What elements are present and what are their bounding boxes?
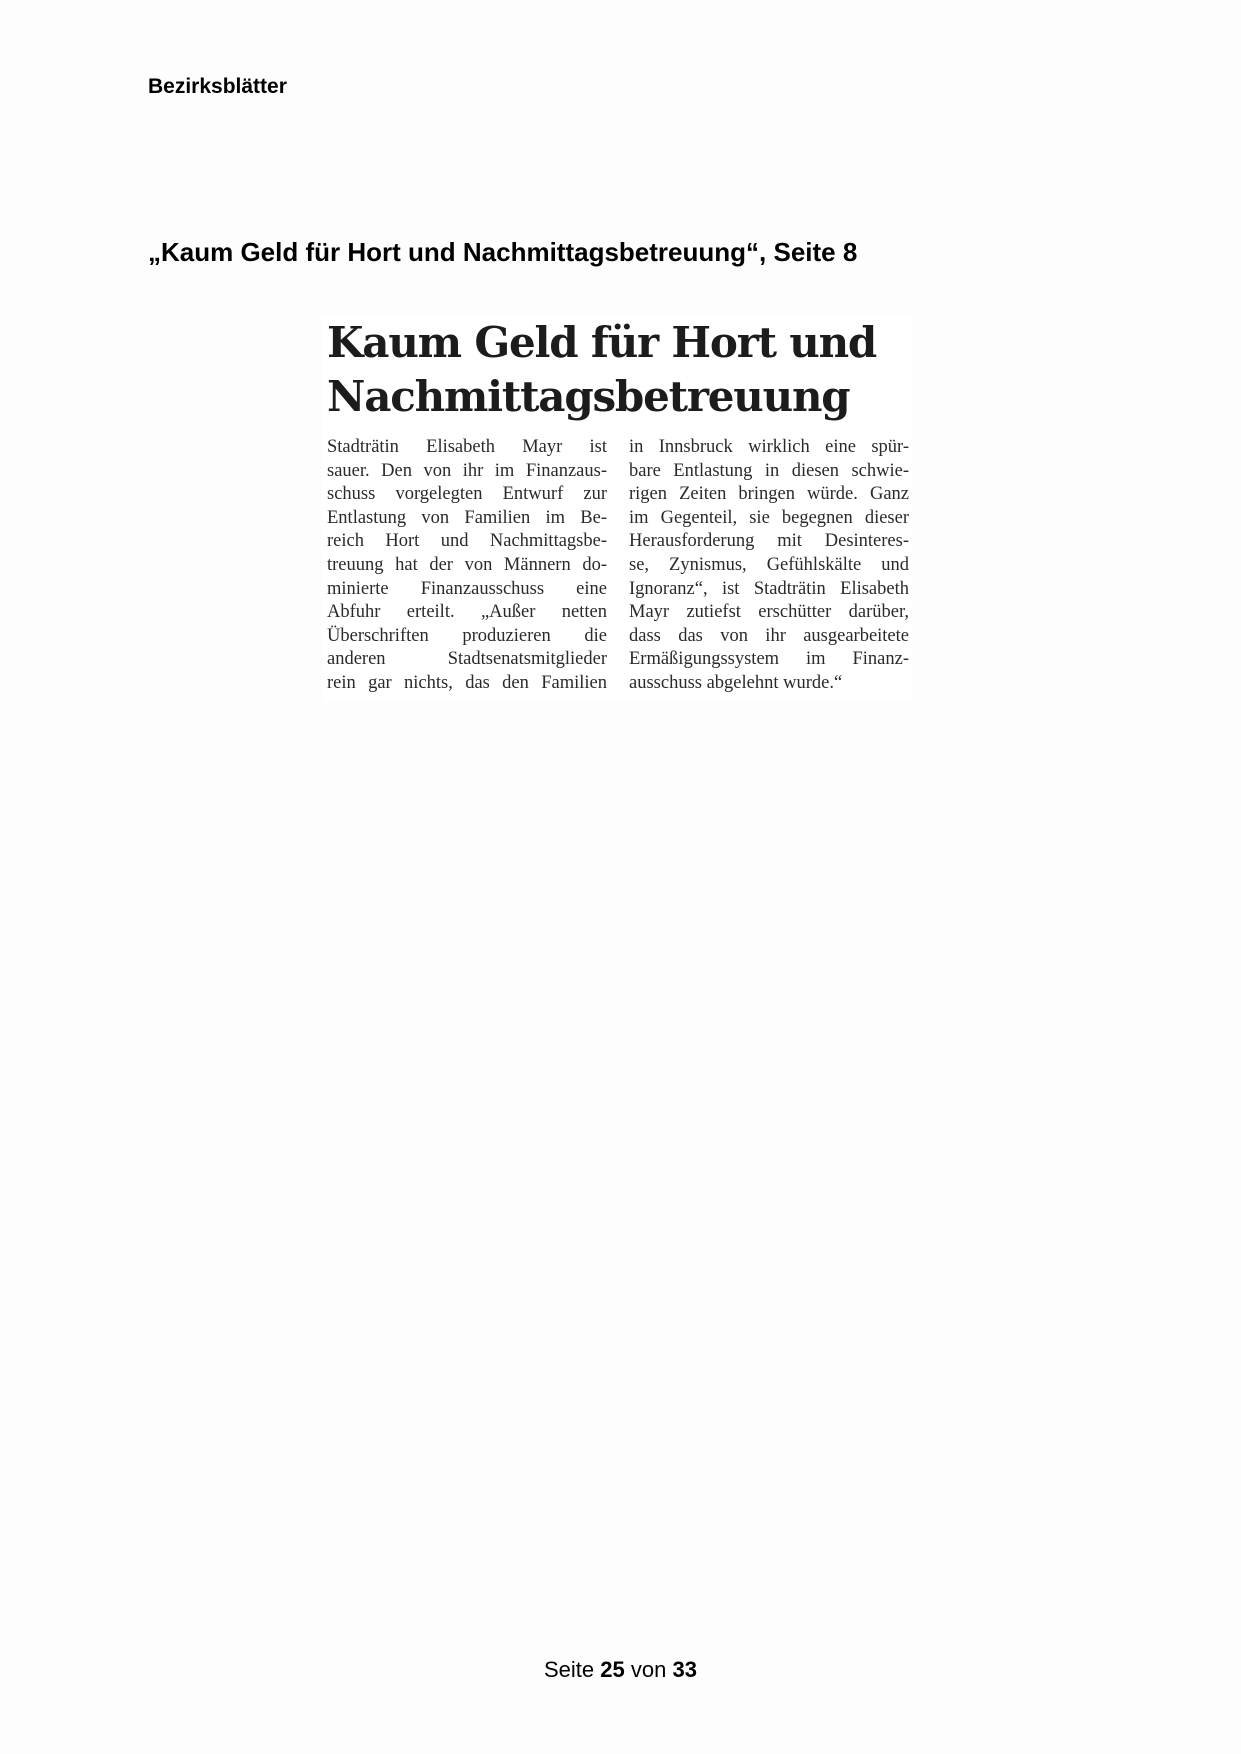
article-line: Überschriften produzieren die bbox=[327, 625, 607, 646]
article-line: Stadträtin Elisabeth Mayr ist bbox=[327, 437, 607, 457]
headline-line-1: Kaum Geld für Hort und bbox=[327, 318, 877, 367]
headline-line-2: Nachmittagsbetreuung bbox=[327, 372, 850, 421]
page-footer bbox=[0, 1656, 1241, 1684]
article-line: rigen Zeiten bringen würde. Ganz bbox=[629, 484, 909, 505]
total-pages-number: 33 bbox=[672, 1657, 697, 1682]
article-line: anderen Stadtsenatsmitglieder bbox=[327, 649, 607, 670]
clipping-headline bbox=[327, 316, 876, 424]
current-page-number: 25 bbox=[600, 1657, 625, 1682]
page-separator: von bbox=[630, 1657, 667, 1682]
article-line: in Innsbruck wirklich eine spür- bbox=[629, 437, 909, 457]
source-name: Bezirksblätter bbox=[148, 75, 287, 98]
article-line: schuss vorgelegten Entwurf zur bbox=[327, 484, 607, 505]
article-line: Herausforderung mit Desinteres- bbox=[629, 531, 909, 552]
article-line: im Gegenteil, sie begegnen dieser bbox=[629, 507, 909, 528]
article-column-right bbox=[629, 436, 909, 696]
page-label: Seite bbox=[544, 1657, 595, 1682]
article-line: Ignoranz“, ist Stadträtin Elisabeth bbox=[629, 578, 909, 599]
article-line: Abfuhr erteilt. „Außer netten bbox=[327, 602, 607, 623]
article-line: reich Hort und Nachmittagsbe- bbox=[327, 531, 607, 552]
article-line: bare Entlastung in diesen schwie- bbox=[629, 460, 909, 481]
article-line: minierte Finanzausschuss eine bbox=[327, 578, 607, 599]
article-line: Mayr zutiefst erschütter darüber, bbox=[629, 602, 909, 623]
article-column-left bbox=[327, 436, 607, 696]
article-line: se, Zynismus, Gefühlskälte und bbox=[629, 554, 909, 575]
article-line: rein gar nichts, das den Familien bbox=[327, 672, 607, 693]
article-reference: „Kaum Geld für Hort und Nachmittagsbetreuung“, Seite 8 bbox=[148, 237, 858, 267]
article-line: Entlastung von Familien im Be- bbox=[327, 507, 607, 528]
article-line: sauer. Den von ihr im Finanzaus- bbox=[327, 460, 607, 481]
article-line: ausschuss abgelehnt wurde.“ bbox=[629, 672, 843, 693]
article-line: treuung hat der von Männern do- bbox=[327, 554, 607, 575]
newspaper-clipping bbox=[322, 316, 912, 702]
article-line: dass das von ihr ausgearbeitete bbox=[629, 625, 909, 646]
article-line: Ermäßigungssystem im Finanz- bbox=[629, 649, 909, 670]
